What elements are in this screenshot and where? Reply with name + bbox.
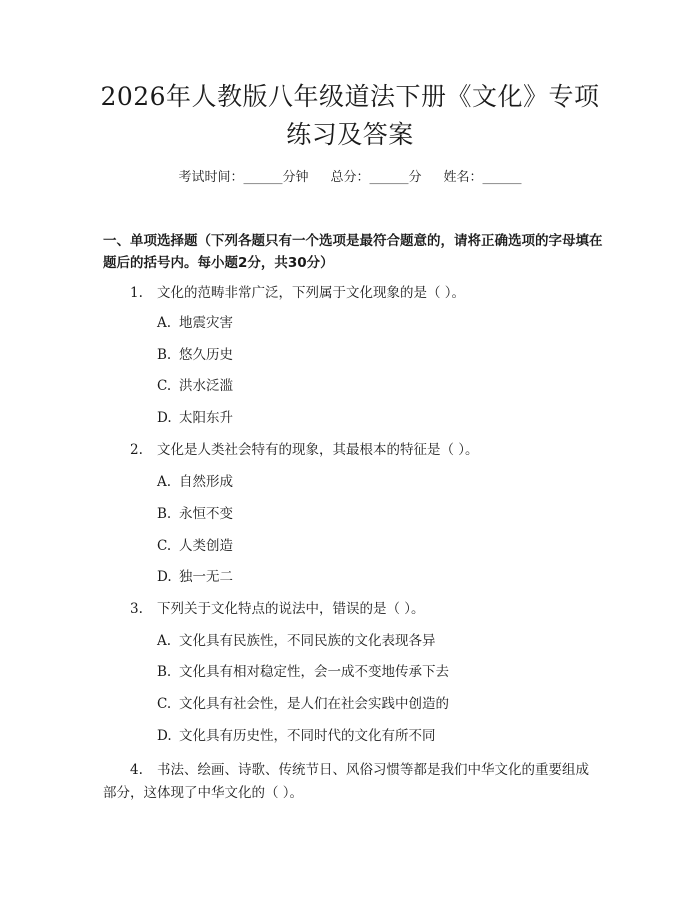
- option-letter: C.: [157, 538, 172, 554]
- option-text: 悠久历史: [179, 347, 233, 363]
- option-text: 永恒不变: [179, 506, 233, 522]
- option-1a: [157, 313, 597, 333]
- option-letter: B.: [157, 506, 172, 522]
- question-4: [103, 759, 600, 805]
- option-text: 洪水泛滥: [179, 378, 233, 394]
- option-letter: D.: [157, 410, 172, 426]
- option-text: 自然形成: [179, 474, 233, 490]
- question-text: 文化的范畴非常广泛，下列属于文化现象的是（ ）。: [157, 285, 466, 301]
- option-letter: B.: [157, 347, 172, 363]
- option-letter: D.: [157, 569, 172, 585]
- option-text: 人类创造: [179, 538, 233, 554]
- question-number: 2.: [130, 442, 143, 458]
- exam-meta-line: [0, 169, 700, 187]
- option-2b: [157, 504, 597, 524]
- option-letter: C.: [157, 378, 172, 394]
- option-2c: [157, 536, 597, 556]
- title-line-2: 练习及答案: [286, 120, 414, 149]
- option-text: 文化具有历史性，不同时代的文化有所不同: [179, 728, 436, 744]
- option-text: 文化具有相对稳定性，会一成不变地传承下去: [179, 664, 449, 680]
- option-1c: [157, 376, 597, 396]
- option-1d: [157, 408, 597, 428]
- time-label: 考试时间：: [178, 170, 244, 185]
- question-3: [130, 598, 600, 620]
- question-2: [130, 439, 600, 461]
- option-letter: C.: [157, 696, 172, 712]
- option-text: 文化具有民族性，不同民族的文化表现各异: [179, 633, 436, 649]
- option-2d: [157, 567, 597, 587]
- question-text: 书法、绘画、诗歌、传统节日、风俗习惯等都是我们中华文化的重要组成部分，这体现了中华文化的（ ）。: [103, 762, 589, 801]
- option-3b: [157, 662, 597, 682]
- document-title: [80, 78, 620, 154]
- question-1: [130, 282, 600, 304]
- option-text: 文化具有社会性，是人们在社会实践中创造的: [179, 696, 449, 712]
- name-blank: ______: [482, 170, 522, 185]
- option-letter: A.: [157, 315, 172, 331]
- option-text: 独一无二: [179, 569, 233, 585]
- option-letter: D.: [157, 728, 172, 744]
- option-1b: [157, 345, 597, 365]
- score-unit: 分: [408, 170, 422, 185]
- score-label: 总分：: [330, 170, 370, 185]
- section-1-heading: 一、单项选择题（下列各题只有一个选项是最符合题意的，请将正确选项的字母填在题后的括号内。每小题2分，共30分）: [103, 233, 603, 271]
- option-text: 太阳东升: [179, 410, 233, 426]
- option-letter: A.: [157, 633, 172, 649]
- question-number: 4.: [130, 762, 143, 778]
- question-number: 3.: [130, 601, 143, 617]
- time-blank: ______: [243, 170, 283, 185]
- question-text: 文化是人类社会特有的现象，其最根本的特征是（ ）。: [157, 442, 479, 458]
- option-3a: [157, 631, 597, 651]
- score-blank: ______: [369, 170, 409, 185]
- option-letter: B.: [157, 664, 172, 680]
- name-label: 姓名：: [443, 170, 483, 185]
- question-text: 下列关于文化特点的说法中，错误的是（ ）。: [157, 601, 425, 617]
- option-2a: [157, 472, 597, 492]
- option-3d: [157, 726, 597, 746]
- title-line-1: 2026年人教版八年级道法下册《文化》专项: [100, 82, 600, 111]
- option-letter: A.: [157, 474, 172, 490]
- option-3c: [157, 694, 597, 714]
- option-text: 地震灾害: [179, 315, 233, 331]
- question-number: 1.: [130, 285, 143, 301]
- time-unit: 分钟: [282, 170, 309, 185]
